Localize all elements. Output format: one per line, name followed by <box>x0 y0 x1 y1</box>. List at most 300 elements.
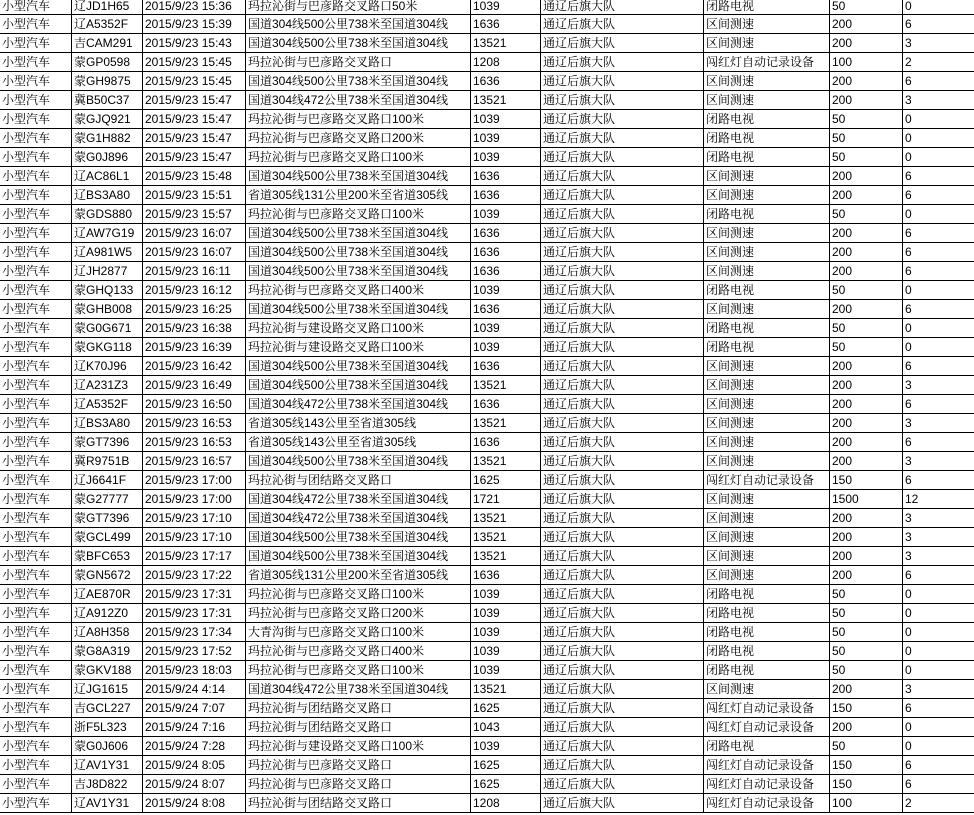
cell-plate[interactable]: 吉CAM291 <box>72 34 143 53</box>
cell-device[interactable]: 闭路电视 <box>704 338 830 357</box>
cell-plate[interactable]: 辽K70J96 <box>72 357 143 376</box>
cell-location[interactable]: 玛拉沁街与巴彦路交叉路口200米 <box>246 129 471 148</box>
cell-unit[interactable]: 通辽后旗大队 <box>541 566 704 585</box>
cell-fine[interactable]: 100 <box>830 794 903 813</box>
cell-vehicle-type[interactable]: 小型汽车 <box>0 186 72 205</box>
cell-unit[interactable]: 通辽后旗大队 <box>541 642 704 661</box>
cell-location[interactable]: 省道305线131公里200米至省道305线 <box>246 186 471 205</box>
cell-code[interactable]: 1039 <box>471 205 541 224</box>
cell-fine[interactable]: 50 <box>830 338 903 357</box>
cell-fine[interactable]: 200 <box>830 15 903 34</box>
cell-location[interactable]: 玛拉沁街与建设路交叉路口100米 <box>246 319 471 338</box>
cell-fine[interactable]: 200 <box>830 72 903 91</box>
cell-vehicle-type[interactable]: 小型汽车 <box>0 452 72 471</box>
cell-points[interactable]: 2 <box>903 53 974 72</box>
cell-points[interactable]: 12 <box>903 490 974 509</box>
cell-code[interactable]: 1039 <box>471 0 541 15</box>
cell-unit[interactable]: 通辽后旗大队 <box>541 547 704 566</box>
cell-location[interactable]: 国道304线500公里738米至国道304线 <box>246 167 471 186</box>
cell-fine[interactable]: 150 <box>830 699 903 718</box>
cell-unit[interactable]: 通辽后旗大队 <box>541 319 704 338</box>
cell-location[interactable]: 玛拉沁街与团结路交叉路口 <box>246 471 471 490</box>
cell-points[interactable]: 0 <box>903 110 974 129</box>
cell-code[interactable]: 1039 <box>471 737 541 756</box>
cell-location[interactable]: 玛拉沁街与巴彦路交叉路口400米 <box>246 281 471 300</box>
cell-location[interactable]: 玛拉沁街与团结路交叉路口 <box>246 699 471 718</box>
cell-points[interactable]: 3 <box>903 34 974 53</box>
cell-plate[interactable]: 辽A5352F <box>72 395 143 414</box>
cell-device[interactable]: 区间测速 <box>704 91 830 110</box>
cell-code[interactable]: 1039 <box>471 281 541 300</box>
cell-device[interactable]: 区间测速 <box>704 262 830 281</box>
cell-fine[interactable]: 50 <box>830 205 903 224</box>
cell-plate[interactable]: 辽AE870R <box>72 585 143 604</box>
cell-points[interactable]: 3 <box>903 509 974 528</box>
cell-location[interactable]: 国道304线500公里738米至国道304线 <box>246 243 471 262</box>
cell-vehicle-type[interactable]: 小型汽车 <box>0 718 72 737</box>
cell-device[interactable]: 区间测速 <box>704 72 830 91</box>
cell-fine[interactable]: 200 <box>830 357 903 376</box>
cell-location[interactable]: 省道305线143公里至省道305线 <box>246 433 471 452</box>
cell-fine[interactable]: 150 <box>830 471 903 490</box>
cell-code[interactable]: 13521 <box>471 34 541 53</box>
cell-datetime[interactable]: 2015/9/23 17:22 <box>143 566 246 585</box>
cell-vehicle-type[interactable]: 小型汽车 <box>0 129 72 148</box>
cell-plate[interactable]: 蒙GN5672 <box>72 566 143 585</box>
cell-vehicle-type[interactable]: 小型汽车 <box>0 604 72 623</box>
cell-location[interactable]: 国道304线500公里738米至国道304线 <box>246 300 471 319</box>
cell-points[interactable]: 0 <box>903 604 974 623</box>
cell-location[interactable]: 玛拉沁街与团结路交叉路口 <box>246 718 471 737</box>
cell-device[interactable]: 闭路电视 <box>704 623 830 642</box>
cell-location[interactable]: 国道304线472公里738米至国道304线 <box>246 509 471 528</box>
cell-code[interactable]: 1636 <box>471 224 541 243</box>
cell-plate[interactable]: 辽A912Z0 <box>72 604 143 623</box>
cell-fine[interactable]: 50 <box>830 281 903 300</box>
cell-code[interactable]: 13521 <box>471 509 541 528</box>
cell-location[interactable]: 国道304线500公里738米至国道304线 <box>246 357 471 376</box>
cell-plate[interactable]: 蒙G1H882 <box>72 129 143 148</box>
cell-points[interactable]: 3 <box>903 376 974 395</box>
cell-points[interactable]: 0 <box>903 129 974 148</box>
cell-datetime[interactable]: 2015/9/23 15:45 <box>143 53 246 72</box>
cell-points[interactable]: 0 <box>903 623 974 642</box>
cell-code[interactable]: 1039 <box>471 338 541 357</box>
cell-unit[interactable]: 通辽后旗大队 <box>541 775 704 794</box>
cell-plate[interactable]: 浙F5L323 <box>72 718 143 737</box>
cell-code[interactable]: 1625 <box>471 775 541 794</box>
cell-points[interactable]: 0 <box>903 737 974 756</box>
cell-points[interactable]: 0 <box>903 205 974 224</box>
cell-device[interactable]: 闯红灯自动记录设备 <box>704 699 830 718</box>
cell-datetime[interactable]: 2015/9/23 15:47 <box>143 91 246 110</box>
cell-plate[interactable]: 辽A5352F <box>72 15 143 34</box>
cell-fine[interactable]: 200 <box>830 452 903 471</box>
cell-device[interactable]: 闯红灯自动记录设备 <box>704 775 830 794</box>
cell-plate[interactable]: 辽AC86L1 <box>72 167 143 186</box>
cell-plate[interactable]: 蒙GKV188 <box>72 661 143 680</box>
cell-location[interactable]: 省道305线131公里200米至省道305线 <box>246 566 471 585</box>
cell-unit[interactable]: 通辽后旗大队 <box>541 129 704 148</box>
cell-device[interactable]: 区间测速 <box>704 433 830 452</box>
cell-points[interactable]: 6 <box>903 433 974 452</box>
cell-location[interactable]: 玛拉沁街与巴彦路交叉路口100米 <box>246 205 471 224</box>
cell-code[interactable]: 1636 <box>471 243 541 262</box>
cell-location[interactable]: 国道304线500公里738米至国道304线 <box>246 72 471 91</box>
cell-unit[interactable]: 通辽后旗大队 <box>541 794 704 813</box>
cell-fine[interactable]: 200 <box>830 262 903 281</box>
cell-vehicle-type[interactable]: 小型汽车 <box>0 737 72 756</box>
cell-device[interactable]: 区间测速 <box>704 15 830 34</box>
cell-unit[interactable]: 通辽后旗大队 <box>541 186 704 205</box>
cell-device[interactable]: 区间测速 <box>704 300 830 319</box>
cell-plate[interactable]: 辽AV1Y31 <box>72 794 143 813</box>
cell-plate[interactable]: 蒙G0J896 <box>72 148 143 167</box>
cell-code[interactable]: 1208 <box>471 53 541 72</box>
cell-device[interactable]: 闭路电视 <box>704 737 830 756</box>
cell-location[interactable]: 国道304线500公里738米至国道304线 <box>246 452 471 471</box>
cell-fine[interactable]: 200 <box>830 509 903 528</box>
cell-location[interactable]: 国道304线472公里738米至国道304线 <box>246 395 471 414</box>
cell-points[interactable]: 3 <box>903 528 974 547</box>
cell-unit[interactable]: 通辽后旗大队 <box>541 585 704 604</box>
cell-plate[interactable]: 冀B50C37 <box>72 91 143 110</box>
cell-datetime[interactable]: 2015/9/23 16:39 <box>143 338 246 357</box>
cell-points[interactable]: 6 <box>903 566 974 585</box>
cell-plate[interactable]: 辽JG1615 <box>72 680 143 699</box>
cell-unit[interactable]: 通辽后旗大队 <box>541 15 704 34</box>
cell-fine[interactable]: 50 <box>830 642 903 661</box>
cell-fine[interactable]: 50 <box>830 661 903 680</box>
cell-code[interactable]: 1039 <box>471 623 541 642</box>
cell-datetime[interactable]: 2015/9/23 18:03 <box>143 661 246 680</box>
cell-points[interactable]: 0 <box>903 281 974 300</box>
cell-fine[interactable]: 150 <box>830 756 903 775</box>
cell-unit[interactable]: 通辽后旗大队 <box>541 528 704 547</box>
cell-points[interactable]: 6 <box>903 395 974 414</box>
cell-fine[interactable]: 200 <box>830 395 903 414</box>
cell-location[interactable]: 国道304线500公里738米至国道304线 <box>246 547 471 566</box>
cell-vehicle-type[interactable]: 小型汽车 <box>0 72 72 91</box>
cell-device[interactable]: 区间测速 <box>704 243 830 262</box>
cell-code[interactable]: 1636 <box>471 300 541 319</box>
cell-vehicle-type[interactable]: 小型汽车 <box>0 471 72 490</box>
cell-datetime[interactable]: 2015/9/23 17:31 <box>143 604 246 623</box>
cell-plate[interactable]: 蒙GDS880 <box>72 205 143 224</box>
cell-fine[interactable]: 200 <box>830 433 903 452</box>
cell-location[interactable]: 大青沟街与巴彦路交叉路口100米 <box>246 623 471 642</box>
cell-location[interactable]: 国道304线500公里738米至国道304线 <box>246 34 471 53</box>
cell-points[interactable]: 0 <box>903 338 974 357</box>
cell-datetime[interactable]: 2015/9/23 17:00 <box>143 490 246 509</box>
cell-datetime[interactable]: 2015/9/24 8:07 <box>143 775 246 794</box>
cell-fine[interactable]: 50 <box>830 604 903 623</box>
cell-plate[interactable]: 蒙GT7396 <box>72 433 143 452</box>
cell-code[interactable]: 13521 <box>471 91 541 110</box>
cell-code[interactable]: 1039 <box>471 148 541 167</box>
cell-device[interactable]: 区间测速 <box>704 547 830 566</box>
cell-code[interactable]: 13521 <box>471 528 541 547</box>
cell-location[interactable]: 玛拉沁街与巴彦路交叉路口50米 <box>246 0 471 15</box>
cell-vehicle-type[interactable]: 小型汽车 <box>0 490 72 509</box>
cell-code[interactable]: 1636 <box>471 186 541 205</box>
cell-vehicle-type[interactable]: 小型汽车 <box>0 300 72 319</box>
cell-datetime[interactable]: 2015/9/24 7:16 <box>143 718 246 737</box>
cell-datetime[interactable]: 2015/9/23 17:52 <box>143 642 246 661</box>
cell-vehicle-type[interactable]: 小型汽车 <box>0 34 72 53</box>
cell-device[interactable]: 闭路电视 <box>704 642 830 661</box>
cell-vehicle-type[interactable]: 小型汽车 <box>0 281 72 300</box>
cell-fine[interactable]: 50 <box>830 129 903 148</box>
cell-fine[interactable]: 150 <box>830 775 903 794</box>
cell-datetime[interactable]: 2015/9/23 15:43 <box>143 34 246 53</box>
cell-plate[interactable]: 辽AW7G19 <box>72 224 143 243</box>
cell-fine[interactable]: 50 <box>830 319 903 338</box>
cell-device[interactable]: 区间测速 <box>704 509 830 528</box>
cell-vehicle-type[interactable]: 小型汽车 <box>0 338 72 357</box>
cell-datetime[interactable]: 2015/9/23 15:47 <box>143 129 246 148</box>
cell-device[interactable]: 区间测速 <box>704 376 830 395</box>
cell-device[interactable]: 区间测速 <box>704 414 830 433</box>
cell-plate[interactable]: 蒙GHB008 <box>72 300 143 319</box>
cell-unit[interactable]: 通辽后旗大队 <box>541 338 704 357</box>
cell-unit[interactable]: 通辽后旗大队 <box>541 604 704 623</box>
cell-fine[interactable]: 200 <box>830 376 903 395</box>
cell-device[interactable]: 区间测速 <box>704 395 830 414</box>
cell-device[interactable]: 闭路电视 <box>704 585 830 604</box>
cell-datetime[interactable]: 2015/9/23 15:39 <box>143 15 246 34</box>
cell-datetime[interactable]: 2015/9/23 15:36 <box>143 0 246 15</box>
cell-datetime[interactable]: 2015/9/23 16:53 <box>143 433 246 452</box>
cell-plate[interactable]: 蒙G27777 <box>72 490 143 509</box>
cell-location[interactable]: 国道304线500公里738米至国道304线 <box>246 15 471 34</box>
cell-unit[interactable]: 通辽后旗大队 <box>541 623 704 642</box>
cell-code[interactable]: 13521 <box>471 680 541 699</box>
cell-code[interactable]: 1636 <box>471 72 541 91</box>
cell-location[interactable]: 玛拉沁街与巴彦路交叉路口100米 <box>246 110 471 129</box>
cell-unit[interactable]: 通辽后旗大队 <box>541 680 704 699</box>
cell-datetime[interactable]: 2015/9/23 17:34 <box>143 623 246 642</box>
cell-datetime[interactable]: 2015/9/23 15:47 <box>143 148 246 167</box>
cell-vehicle-type[interactable]: 小型汽车 <box>0 53 72 72</box>
cell-vehicle-type[interactable]: 小型汽车 <box>0 15 72 34</box>
cell-location[interactable]: 玛拉沁街与巴彦路交叉路口200米 <box>246 604 471 623</box>
cell-device[interactable]: 闯红灯自动记录设备 <box>704 794 830 813</box>
cell-points[interactable]: 6 <box>903 186 974 205</box>
cell-datetime[interactable]: 2015/9/23 15:45 <box>143 72 246 91</box>
cell-fine[interactable]: 200 <box>830 300 903 319</box>
cell-code[interactable]: 1625 <box>471 699 541 718</box>
cell-vehicle-type[interactable]: 小型汽车 <box>0 167 72 186</box>
cell-points[interactable]: 3 <box>903 680 974 699</box>
cell-points[interactable]: 6 <box>903 357 974 376</box>
cell-fine[interactable]: 50 <box>830 623 903 642</box>
cell-vehicle-type[interactable]: 小型汽车 <box>0 699 72 718</box>
cell-datetime[interactable]: 2015/9/23 17:10 <box>143 509 246 528</box>
cell-device[interactable]: 闭路电视 <box>704 129 830 148</box>
cell-fine[interactable]: 50 <box>830 737 903 756</box>
cell-datetime[interactable]: 2015/9/24 7:28 <box>143 737 246 756</box>
cell-datetime[interactable]: 2015/9/23 16:49 <box>143 376 246 395</box>
cell-device[interactable]: 区间测速 <box>704 566 830 585</box>
cell-points[interactable]: 3 <box>903 547 974 566</box>
cell-location[interactable]: 国道304线472公里738米至国道304线 <box>246 490 471 509</box>
cell-fine[interactable]: 200 <box>830 91 903 110</box>
cell-unit[interactable]: 通辽后旗大队 <box>541 699 704 718</box>
cell-unit[interactable]: 通辽后旗大队 <box>541 395 704 414</box>
cell-vehicle-type[interactable]: 小型汽车 <box>0 110 72 129</box>
cell-location[interactable]: 玛拉沁街与巴彦路交叉路口400米 <box>246 642 471 661</box>
cell-vehicle-type[interactable]: 小型汽车 <box>0 756 72 775</box>
cell-unit[interactable]: 通辽后旗大队 <box>541 490 704 509</box>
cell-vehicle-type[interactable]: 小型汽车 <box>0 775 72 794</box>
cell-location[interactable]: 国道304线472公里738米至国道304线 <box>246 91 471 110</box>
cell-points[interactable]: 6 <box>903 262 974 281</box>
cell-location[interactable]: 玛拉沁街与巴彦路交叉路口 <box>246 775 471 794</box>
cell-unit[interactable]: 通辽后旗大队 <box>541 737 704 756</box>
cell-datetime[interactable]: 2015/9/23 17:10 <box>143 528 246 547</box>
cell-unit[interactable]: 通辽后旗大队 <box>541 300 704 319</box>
cell-code[interactable]: 1625 <box>471 756 541 775</box>
cell-points[interactable]: 6 <box>903 471 974 490</box>
cell-datetime[interactable]: 2015/9/23 15:47 <box>143 110 246 129</box>
cell-vehicle-type[interactable]: 小型汽车 <box>0 566 72 585</box>
cell-vehicle-type[interactable]: 小型汽车 <box>0 680 72 699</box>
cell-datetime[interactable]: 2015/9/23 16:50 <box>143 395 246 414</box>
cell-vehicle-type[interactable]: 小型汽车 <box>0 376 72 395</box>
cell-points[interactable]: 6 <box>903 224 974 243</box>
cell-code[interactable]: 1043 <box>471 718 541 737</box>
cell-plate[interactable]: 辽JD1H65 <box>72 0 143 15</box>
cell-code[interactable]: 1636 <box>471 566 541 585</box>
cell-code[interactable]: 13521 <box>471 547 541 566</box>
cell-device[interactable]: 闭路电视 <box>704 205 830 224</box>
cell-vehicle-type[interactable]: 小型汽车 <box>0 585 72 604</box>
cell-fine[interactable]: 200 <box>830 34 903 53</box>
cell-unit[interactable]: 通辽后旗大队 <box>541 110 704 129</box>
cell-unit[interactable]: 通辽后旗大队 <box>541 281 704 300</box>
cell-device[interactable]: 闭路电视 <box>704 604 830 623</box>
cell-datetime[interactable]: 2015/9/23 16:38 <box>143 319 246 338</box>
cell-plate[interactable]: 辽A8H358 <box>72 623 143 642</box>
cell-plate[interactable]: 辽AV1Y31 <box>72 756 143 775</box>
cell-plate[interactable]: 蒙BFC653 <box>72 547 143 566</box>
cell-code[interactable]: 1039 <box>471 129 541 148</box>
cell-points[interactable]: 0 <box>903 642 974 661</box>
cell-plate[interactable]: 蒙GT7396 <box>72 509 143 528</box>
cell-device[interactable]: 闭路电视 <box>704 661 830 680</box>
cell-datetime[interactable]: 2015/9/23 17:17 <box>143 547 246 566</box>
cell-points[interactable]: 2 <box>903 794 974 813</box>
cell-unit[interactable]: 通辽后旗大队 <box>541 91 704 110</box>
cell-fine[interactable]: 200 <box>830 718 903 737</box>
cell-datetime[interactable]: 2015/9/23 16:53 <box>143 414 246 433</box>
cell-unit[interactable]: 通辽后旗大队 <box>541 53 704 72</box>
cell-code[interactable]: 1039 <box>471 319 541 338</box>
cell-unit[interactable]: 通辽后旗大队 <box>541 205 704 224</box>
cell-plate[interactable]: 蒙G0G671 <box>72 319 143 338</box>
cell-location[interactable]: 国道304线500公里738米至国道304线 <box>246 224 471 243</box>
cell-code[interactable]: 1208 <box>471 794 541 813</box>
cell-unit[interactable]: 通辽后旗大队 <box>541 243 704 262</box>
cell-plate[interactable]: 蒙G8A319 <box>72 642 143 661</box>
cell-device[interactable]: 闯红灯自动记录设备 <box>704 756 830 775</box>
cell-code[interactable]: 1636 <box>471 433 541 452</box>
cell-vehicle-type[interactable]: 小型汽车 <box>0 224 72 243</box>
cell-location[interactable]: 玛拉沁街与巴彦路交叉路口100米 <box>246 148 471 167</box>
cell-vehicle-type[interactable]: 小型汽车 <box>0 414 72 433</box>
cell-plate[interactable]: 辽JH2877 <box>72 262 143 281</box>
cell-code[interactable]: 1636 <box>471 15 541 34</box>
cell-location[interactable]: 玛拉沁街与巴彦路交叉路口100米 <box>246 661 471 680</box>
cell-plate[interactable]: 蒙GP0598 <box>72 53 143 72</box>
cell-vehicle-type[interactable]: 小型汽车 <box>0 509 72 528</box>
cell-unit[interactable]: 通辽后旗大队 <box>541 433 704 452</box>
cell-device[interactable]: 区间测速 <box>704 167 830 186</box>
cell-unit[interactable]: 通辽后旗大队 <box>541 718 704 737</box>
cell-points[interactable]: 0 <box>903 148 974 167</box>
cell-location[interactable]: 国道304线500公里738米至国道304线 <box>246 528 471 547</box>
cell-datetime[interactable]: 2015/9/23 16:12 <box>143 281 246 300</box>
cell-points[interactable]: 0 <box>903 661 974 680</box>
cell-unit[interactable]: 通辽后旗大队 <box>541 167 704 186</box>
cell-plate[interactable]: 蒙GJQ921 <box>72 110 143 129</box>
cell-code[interactable]: 13521 <box>471 452 541 471</box>
cell-device[interactable]: 闭路电视 <box>704 319 830 338</box>
cell-vehicle-type[interactable]: 小型汽车 <box>0 243 72 262</box>
cell-points[interactable]: 6 <box>903 72 974 91</box>
cell-device[interactable]: 闭路电视 <box>704 110 830 129</box>
cell-unit[interactable]: 通辽后旗大队 <box>541 72 704 91</box>
cell-device[interactable]: 区间测速 <box>704 490 830 509</box>
cell-fine[interactable]: 200 <box>830 528 903 547</box>
cell-location[interactable]: 玛拉沁街与建设路交叉路口100米 <box>246 338 471 357</box>
cell-points[interactable]: 6 <box>903 699 974 718</box>
cell-plate[interactable]: 吉J8D822 <box>72 775 143 794</box>
cell-plate[interactable]: 吉GCL227 <box>72 699 143 718</box>
cell-unit[interactable]: 通辽后旗大队 <box>541 509 704 528</box>
cell-datetime[interactable]: 2015/9/23 15:51 <box>143 186 246 205</box>
cell-fine[interactable]: 1500 <box>830 490 903 509</box>
cell-device[interactable]: 区间测速 <box>704 528 830 547</box>
cell-datetime[interactable]: 2015/9/24 8:05 <box>143 756 246 775</box>
cell-datetime[interactable]: 2015/9/23 17:00 <box>143 471 246 490</box>
cell-plate[interactable]: 冀R9751B <box>72 452 143 471</box>
cell-vehicle-type[interactable]: 小型汽车 <box>0 642 72 661</box>
cell-device[interactable]: 闯红灯自动记录设备 <box>704 471 830 490</box>
cell-plate[interactable]: 辽A981W5 <box>72 243 143 262</box>
cell-device[interactable]: 区间测速 <box>704 452 830 471</box>
cell-unit[interactable]: 通辽后旗大队 <box>541 224 704 243</box>
cell-datetime[interactable]: 2015/9/23 16:11 <box>143 262 246 281</box>
cell-unit[interactable]: 通辽后旗大队 <box>541 452 704 471</box>
cell-datetime[interactable]: 2015/9/23 16:57 <box>143 452 246 471</box>
cell-vehicle-type[interactable]: 小型汽车 <box>0 91 72 110</box>
cell-device[interactable]: 区间测速 <box>704 680 830 699</box>
cell-device[interactable]: 区间测速 <box>704 224 830 243</box>
cell-vehicle-type[interactable]: 小型汽车 <box>0 205 72 224</box>
cell-datetime[interactable]: 2015/9/24 4:14 <box>143 680 246 699</box>
cell-plate[interactable]: 辽J6641F <box>72 471 143 490</box>
cell-vehicle-type[interactable]: 小型汽车 <box>0 623 72 642</box>
cell-points[interactable]: 0 <box>903 585 974 604</box>
cell-unit[interactable]: 通辽后旗大队 <box>541 34 704 53</box>
cell-code[interactable]: 13521 <box>471 376 541 395</box>
cell-vehicle-type[interactable]: 小型汽车 <box>0 661 72 680</box>
cell-unit[interactable]: 通辽后旗大队 <box>541 148 704 167</box>
cell-unit[interactable]: 通辽后旗大队 <box>541 357 704 376</box>
cell-fine[interactable]: 50 <box>830 148 903 167</box>
